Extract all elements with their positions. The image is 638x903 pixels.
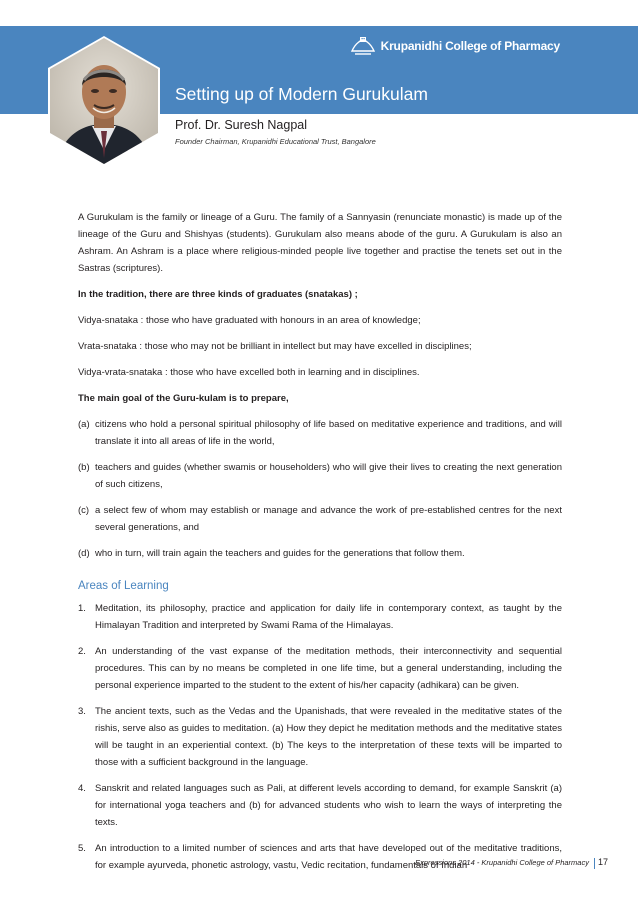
- area-marker: 4.: [78, 783, 86, 794]
- goal-marker: (b): [78, 462, 90, 473]
- goal-item: [78, 459, 562, 493]
- page-footer: [0, 857, 608, 869]
- goal-text: teachers and guides (whether swamis or householders) who will give their lives to creating the next generation of such citizens,: [95, 462, 562, 490]
- goal-marker: (c): [78, 505, 90, 516]
- area-item: [78, 780, 562, 831]
- logo-text: Krupanidhi College of Pharmacy: [380, 39, 560, 53]
- area-text: An understanding of the vast expanse of the meditation methods, their interconnectivity and sequential procedures. This can by no means be completed in one life time, but a general understanding, including the personal experience imparted to the student to the extent of his/her capacity (adhikara) can be given.: [95, 646, 562, 691]
- article-body: [78, 209, 562, 883]
- goal-text: who in turn, will train again the teachers and guides for the generations that follow them.: [95, 548, 465, 559]
- area-item: [78, 600, 562, 634]
- goal-item: [78, 416, 562, 450]
- college-logo: [350, 35, 560, 57]
- area-marker: 5.: [78, 843, 86, 854]
- article-title: Setting up of Modern Gurukulam: [175, 84, 428, 104]
- goal-item: [78, 502, 562, 536]
- area-text: Sanskrit and related languages such as Pali, at different levels according to demand, for example Sanskrit (a) for international yoga teachers and (b) for advanced students who wish to learn the ways of interpreting the texts.: [95, 783, 562, 828]
- area-text: The ancient texts, such as the Vedas and the Upanishads, that were revealed in the meditative states of the rishis, serve also as guides to meditation. (a) How they depict he meditation methods and the meditative states will be taught in an experiential context. (b) The keys to the interpretation of these texts will be imparted to those with a sufficient background in the language.: [95, 706, 562, 768]
- footer-text: Expressions 2014 - Krupanidhi College of Pharmacy: [415, 858, 589, 867]
- graduate-type: Vrata-snataka : those who may not be brilliant in intellect but may have excelled in disciplines;: [78, 341, 472, 352]
- goal-marker: (d): [78, 548, 90, 559]
- goal-text: a select few of whom may establish or manage and advance the work of pre-established centres for the next several generations, and: [95, 505, 562, 533]
- goal-heading: The main goal of the Guru-kulam is to prepare,: [78, 393, 289, 404]
- graduate-type: Vidya-snataka : those who have graduated with honours in an area of knowledge;: [78, 315, 421, 326]
- area-marker: 3.: [78, 706, 86, 717]
- goal-item: [78, 545, 562, 562]
- college-emblem-icon: [350, 36, 376, 56]
- graduates-heading: In the tradition, there are three kinds of graduates (snatakas) ;: [78, 289, 358, 300]
- footer-divider: [594, 858, 595, 869]
- area-item: [78, 643, 562, 694]
- author-role: Founder Chairman, Krupanidhi Educational Trust, Bangalore: [175, 137, 376, 146]
- goal-text: citizens who hold a personal spiritual philosophy of life based on meditative experience and traditions, and will translate it into all areas of life in the world,: [95, 419, 562, 447]
- area-text: Meditation, its philosophy, practice and application for daily life in contemporary context, as taught by the Himalayan Tradition and interpreted by Swami Rama of the Himalayas.: [95, 603, 562, 631]
- author-photo: [48, 36, 160, 166]
- area-marker: 2.: [78, 646, 86, 657]
- areas-heading: Areas of Learning: [78, 580, 169, 592]
- author-name: Prof. Dr. Suresh Nagpal: [175, 118, 308, 132]
- goal-marker: (a): [78, 419, 90, 430]
- area-text: An introduction to a limited number of sciences and arts that have developed out of the meditative traditions, for example ayurveda, phonetic astrology, vastu, Vedic recitation, fundamentals of Indian: [95, 843, 562, 871]
- intro-paragraph: A Gurukulam is the family or lineage of a Guru. The family of a Sannyasin (renunciate monastic) is made up of the lineage of the Guru and Shishyas (students). Gurukulam also means abode of the guru. A Gurukulam is also an Ashram. An Ashram is a place where religious-minded people live together and practise the tenets set out in the Sastras (scriptures).: [78, 212, 562, 274]
- area-marker: 1.: [78, 603, 86, 614]
- graduate-type: Vidya-vrata-snataka : those who have excelled both in learning and in disciplines.: [78, 367, 420, 378]
- area-item: [78, 703, 562, 771]
- page-number: 17: [597, 857, 608, 867]
